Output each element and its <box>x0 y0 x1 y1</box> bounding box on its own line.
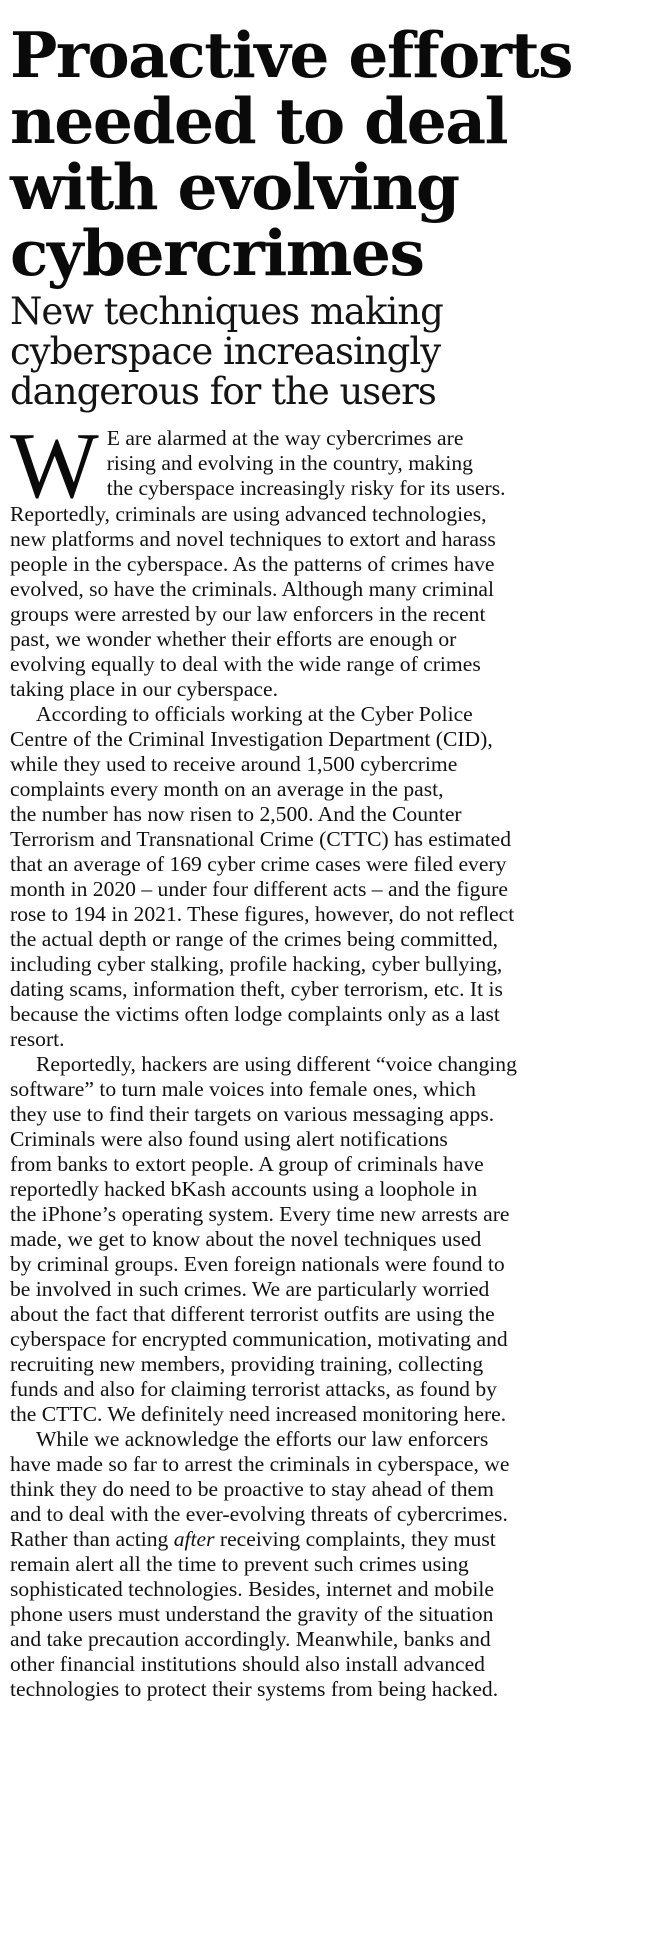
article-body <box>10 414 641 1702</box>
body-line: new platforms and novel techniques to extort and harass <box>10 527 496 551</box>
subhead-line: cyberspace increasingly <box>10 330 441 373</box>
body-line: think they do need to be proactive to stay ahead of them <box>10 1477 494 1501</box>
text-run: receiving complaints, they must <box>214 1527 496 1551</box>
body-line: made, we get to know about the novel techniques used <box>10 1227 482 1251</box>
body-line: that an average of 169 cyber crime cases were filed every <box>10 852 507 876</box>
paragraph-1 <box>10 414 641 702</box>
body-line: reportedly hacked bKash accounts using a loophole in <box>10 1177 478 1201</box>
subhead-line: dangerous for the users <box>10 370 436 413</box>
body-line: by criminal groups. Even foreign nationals were found to <box>10 1252 505 1276</box>
body-line: Criminals were also found using alert notifications <box>10 1127 448 1151</box>
body-line: people in the cyberspace. As the patterns of crimes have <box>10 552 495 576</box>
paragraph-3 <box>10 1052 641 1427</box>
body-line: Terrorism and Transnational Crime (CTTC) has estimated <box>10 827 512 851</box>
body-line: rose to 194 in 2021. These figures, however, do not reflect <box>10 902 515 926</box>
body-line: rising and evolving in the country, making <box>106 451 473 475</box>
headline-line: with evolving <box>10 150 459 224</box>
body-line: evolved, so have the criminals. Although many criminal <box>10 577 494 601</box>
drop-cap: W <box>10 414 99 518</box>
body-line: the actual depth or range of the crimes being committed, <box>10 927 499 951</box>
headline-line: cybercrimes <box>10 216 424 290</box>
headline <box>10 0 641 290</box>
body-line: Reportedly, hackers are using different “voice changing <box>36 1052 517 1076</box>
body-line: remain alert all the time to prevent such crimes using <box>10 1552 469 1576</box>
body-line: groups were arrested by our law enforcers in the recent <box>10 602 486 626</box>
subhead-line: New techniques making <box>10 290 443 333</box>
body-line: the cyberspace increasingly risky for its users. <box>106 476 506 500</box>
headline-line: Proactive efforts <box>10 18 572 92</box>
body-line: have made so far to arrest the criminals in cyberspace, we <box>10 1452 510 1476</box>
body-line: month in 2020 – under four different acts – and the figure <box>10 877 508 901</box>
body-line: cyberspace for encrypted communication, motivating and <box>10 1327 508 1351</box>
body-line: they use to find their targets on various messaging apps. <box>10 1102 495 1126</box>
body-line: dating scams, information theft, cyber terrorism, etc. It is <box>10 977 503 1001</box>
body-line: Reportedly, criminals are using advanced technologies, <box>10 502 487 526</box>
body-line: phone users must understand the gravity of the situation <box>10 1602 494 1626</box>
body-line: software” to turn male voices into female ones, which <box>10 1077 476 1101</box>
body-line: the CTTC. We definitely need increased monitoring here. <box>10 1402 507 1426</box>
body-line: from banks to extort people. A group of criminals have <box>10 1152 484 1176</box>
headline-line: needed to deal <box>10 84 508 158</box>
italic-word: after <box>173 1527 215 1551</box>
paragraph-4 <box>10 1427 641 1702</box>
body-line: and take precaution accordingly. Meanwhile, banks and <box>10 1627 491 1651</box>
body-line: technologies to protect their systems from being hacked. <box>10 1677 499 1701</box>
body-line: including cyber stalking, profile hacking, cyber bullying, <box>10 952 503 976</box>
body-line: While we acknowledge the efforts our law enforcers <box>36 1427 489 1451</box>
body-line: other financial institutions should also install advanced <box>10 1652 485 1676</box>
body-line: about the fact that different terrorist outfits are using the <box>10 1302 495 1326</box>
body-line: recruiting new members, providing training, collecting <box>10 1352 484 1376</box>
body-line: the iPhone’s operating system. Every time new arrests are <box>10 1202 510 1226</box>
body-line: because the victims often lodge complaints only as a last <box>10 1002 500 1026</box>
paragraph-2 <box>10 702 641 1052</box>
subheadline <box>10 292 641 412</box>
body-line: past, we wonder whether their efforts are enough or <box>10 627 457 651</box>
body-line: According to officials working at the Cyber Police <box>36 702 473 726</box>
body-line: sophisticated technologies. Besides, internet and mobile <box>10 1577 494 1601</box>
body-line: while they used to receive around 1,500 cybercrime <box>10 752 458 776</box>
text-run: Rather than acting <box>10 1527 174 1551</box>
body-line: evolving equally to deal with the wide range of crimes <box>10 652 481 676</box>
body-line: Centre of the Criminal Investigation Department (CID), <box>10 727 493 751</box>
body-line-emphasis <box>10 1527 641 1552</box>
body-line: taking place in our cyberspace. <box>10 677 279 701</box>
body-line: complaints every month on an average in the past, <box>10 777 444 801</box>
body-line: and to deal with the ever-evolving threats of cybercrimes. <box>10 1502 508 1526</box>
body-line: funds and also for claiming terrorist attacks, as found by <box>10 1377 497 1401</box>
body-line: the number has now risen to 2,500. And the Counter <box>10 802 462 826</box>
body-line: E are alarmed at the way cybercrimes are <box>106 426 464 450</box>
body-line: resort. <box>10 1027 65 1051</box>
body-line: be involved in such crimes. We are particularly worried <box>10 1277 490 1301</box>
